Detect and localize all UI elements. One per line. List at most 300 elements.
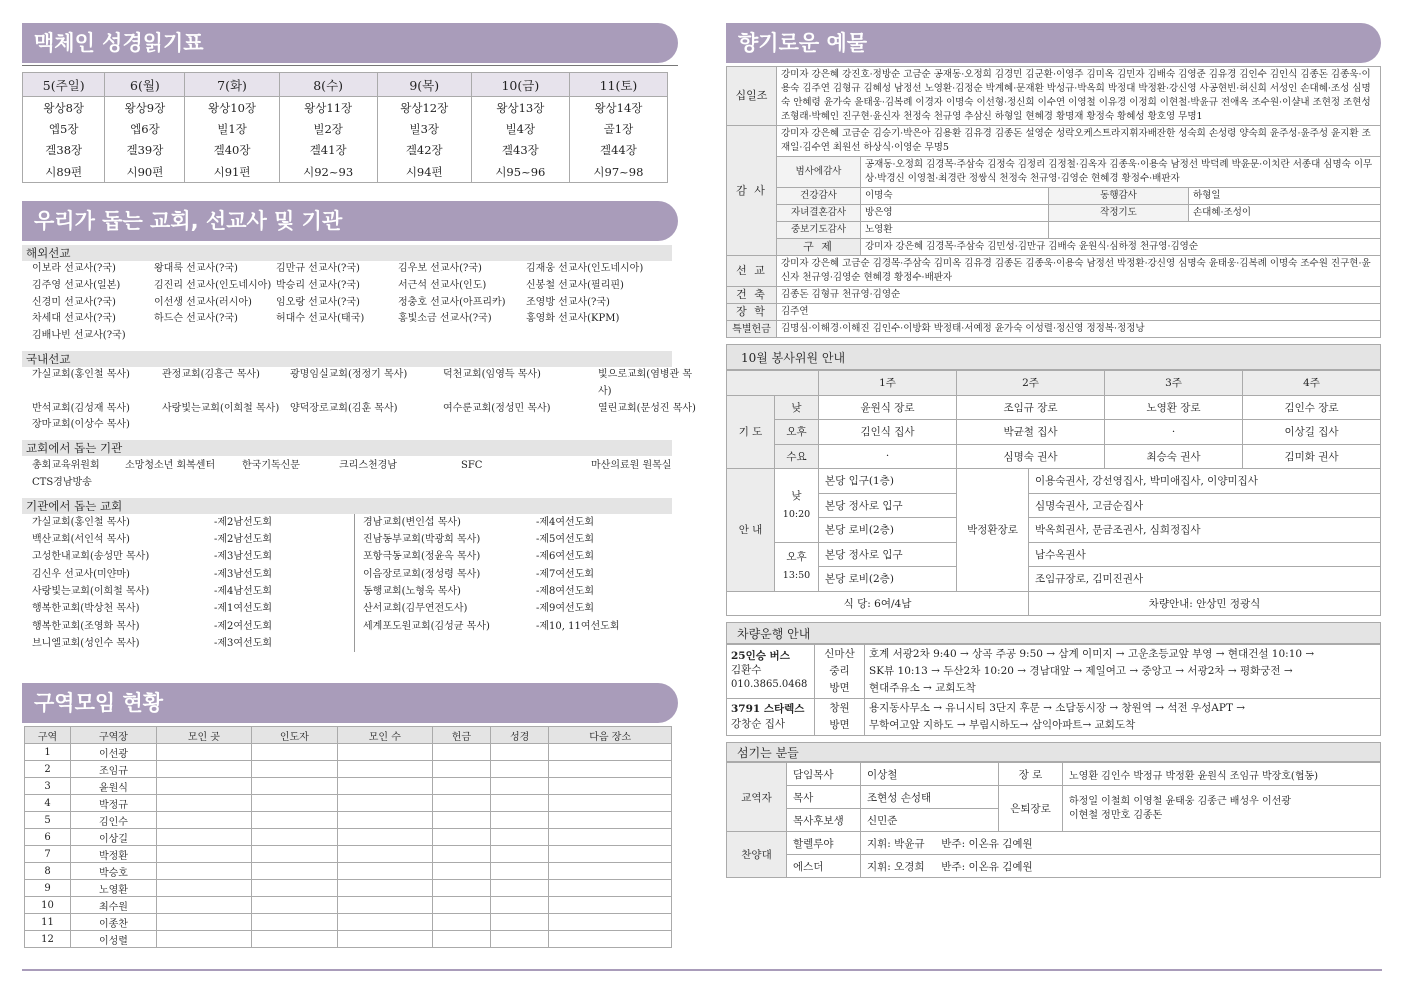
district-cell [337,914,432,931]
guide-people: 박옥희권사, 문금조권사, 심희정집사 [1029,518,1381,543]
bus2-driver: 강창순 집사 [731,718,786,730]
table-row [25,863,672,880]
table-row [25,914,672,931]
offering-names: 김종돈 김형규 천규영·김영순 [777,287,1381,304]
orgs-list [22,456,672,492]
domestic-list [22,367,696,434]
service-table [726,370,1381,616]
inst-group: -제1여선도회 [214,603,273,615]
district-header: 인도자 [251,727,337,744]
inst-church: 가실교회(홍인철 목사) [32,516,130,528]
table-row [25,897,672,914]
org-item: 마산의료원 원목실 [591,460,672,472]
server-names: 이상철 [861,763,999,786]
district-header: 모인 곳 [156,727,251,744]
orgs-heading: 교회에서 돕는 기관 [22,440,672,456]
district-cell [337,880,432,897]
prayer-person: · [1105,420,1243,445]
car-heading: 차량운행 안내 [726,622,1381,644]
reading-title: 맥체인 성경읽기표 [34,31,204,55]
church-item: 덕천교회(임영득 목사) [443,368,541,380]
inst-church: 경남교회(변인섭 목사) [363,516,461,528]
district-header: 구역 [25,727,71,744]
reading-cell: 왕상8장 [23,97,105,119]
left-column [22,0,696,947]
district-cell [432,897,490,914]
reading-row [23,97,668,119]
church-item: 양덕장로교회(김훈 목사) [290,402,398,414]
guide-people: 조임규장로, 김미진권사 [1029,567,1381,592]
offering-label: 건 축 [727,287,777,304]
district-cell [156,880,251,897]
district-number: 1 [25,744,71,761]
reading-cell: 왕상11장 [279,97,377,119]
offering-names: 강미자 강은혜 강진호·정방순 고금순 공재동·오정희 김경민 김군환·이영주 김미옥 김민자 김배숙 김영준 김유경 김인수 김인식 김종돈 김종욱·이용숙 김주연 김형규 김혜성 남정선 노영환·김정순 박계혜·문재환 박성규·박옥희 박정대 박정환·강신영 사공현빈·허신희 서성인 손대혜·조성 심명숙 안혜령 윤가숙 윤태웅·김복례 이경자 이명숙 이선형·정신희 이수연 이영철 이유경 이정희 이현철·박윤규 전애옥 조수원·이샬내 조현정 조현성 조형래·박혜인 진구현·윤신자 천정숙 천규영 추삼신 하형일 현혜경 황명재 황정숙 황혜성 황호영 무명1 [777,67,1381,126]
day-header: 5(주일) [23,73,105,97]
table-row [25,744,672,761]
offering-label: 특별헌금 [727,321,777,338]
missionary-item: 김우보 선교사(?국) [398,263,482,274]
missionary-item: 홍영화 선교사(KPM) [526,313,620,325]
reading-cell: 시89편 [23,161,105,183]
noon-time: 10:20 [782,508,811,520]
inst-group: -제2남선도회 [214,534,273,546]
missionary-item: 김재웅 선교사(인도네시아) [526,263,644,274]
district-cell [491,812,549,829]
reading-row [23,140,668,162]
guide-post: 본당 정사로 입구 [819,542,957,567]
missionary-item: 이보라 선교사(?국) [32,263,116,274]
sub-label: 범사에감사 [777,157,861,188]
district-leader: 이상길 [71,829,157,846]
district-cell [156,914,251,931]
church-item: 관정교회(김흥근 목사) [162,368,260,380]
prayer-person: 이상길 집사 [1243,420,1381,445]
district-header: 구역장 [71,727,157,744]
choir-staff: 지휘: 오경희 반주: 이온유 김예원 [861,855,1381,878]
prayer-person: 조임규 장로 [957,395,1105,420]
district-cell [432,778,490,795]
reading-cell: 겔44장 [569,140,667,162]
reading-cell: 왕상9장 [105,97,185,119]
prayer-person: 윤원식 장로 [819,395,957,420]
offering-names: 이명숙 [861,188,1049,205]
district-leader: 이선광 [71,744,157,761]
district-cell [251,812,337,829]
offering-names: 공재동·오정희 김경목·주삼숙 김정숙 김정리 김정철·김옥자 김종욱·이용숙 남정선 박덕례 박윤문·이치란 서종대 심명숙 이무상·박경신 이영철·최경란 정쌍식 천정숙 천규영·김영순 현혜경 황정수·배판자 [861,157,1381,188]
offering-names: 김명심·이해경·이해진 김인수·이방화 박정태·서예정 윤가숙 이성렬·정신영 정정복·정정낭 [777,321,1381,338]
bus2-area: 창원 [829,702,850,714]
inst-group: -제4여선도회 [536,516,595,528]
reading-banner [22,23,678,63]
bus1-driver: 김환수 [731,664,762,676]
district-number: 5 [25,812,71,829]
district-cell [432,795,490,812]
prayer-row [727,420,1381,445]
district-number: 4 [25,795,71,812]
offering-banner [726,23,1381,63]
missionary-item: 하드슨 선교사(?국) [154,313,238,325]
district-cell [337,829,432,846]
choir-name: 에스더 [787,855,861,878]
district-cell [337,795,432,812]
prayer-person: 최승숙 권사 [1105,444,1243,469]
guide-lead: 박정환장로 [957,469,1029,592]
reading-cell: 시97~98 [569,161,667,183]
district-header: 다음 장소 [549,727,672,744]
district-leader: 이성렬 [71,931,157,948]
support-banner [22,201,678,241]
reading-cell: 시91편 [185,161,279,183]
missionary-item: 조영방 선교사(?국) [526,296,610,308]
district-cell [251,829,337,846]
district-leader: 윤원식 [71,778,157,795]
service-heading: 10월 봉사위원 안내 [726,344,1381,370]
district-cell [337,863,432,880]
reading-cell: 겔40장 [185,140,279,162]
prayer-time: 오후 [775,420,819,445]
noon-label: 낮 [791,489,802,502]
prayer-label: 기 도 [727,395,775,469]
missionary-item: 신경미 선교사(?국) [32,296,116,308]
district-cell [156,931,251,948]
prayer-row [727,444,1381,469]
district-cell [432,744,490,761]
week-header: 3주 [1105,371,1243,396]
bus1-phone: 010.3865.0468 [731,679,808,690]
prayer-person: 심명숙 권사 [957,444,1105,469]
church-item: 광명임실교회(정정기 목사) [290,368,408,380]
district-number: 10 [25,897,71,914]
bus1-area: 중리 [829,665,850,677]
reading-cell: 겔39장 [105,140,185,162]
church-item: 반석교회(김성재 목사) [32,402,130,414]
inst-group: -제9여선도회 [536,603,595,615]
guide-label: 안 내 [727,469,775,592]
district-cell [432,863,490,880]
missionary-item: 신봉철 선교사(필리핀) [526,279,624,291]
sub-label: 자녀결혼감사 [777,205,861,222]
district-cell [251,778,337,795]
district-banner [22,683,678,723]
district-cell [251,914,337,931]
reading-cell: 겔43장 [471,140,569,162]
missionary-item: 김만규 선교사(?국) [276,263,360,274]
district-cell [491,761,549,778]
inst-church: 산서교회(김무연전도사) [363,603,468,615]
district-leader: 박승호 [71,863,157,880]
prayer-person: 노영환 장로 [1105,395,1243,420]
reading-cell: 왕상14장 [569,97,667,119]
district-cell [549,897,672,914]
reading-cell: 시90편 [105,161,185,183]
week-header: 2주 [957,371,1105,396]
server-role: 은퇴장로 [999,786,1063,832]
reading-cell: 빌2장 [279,118,377,140]
offering-names: 강미자 강은혜 고금순 김승기·박은아 김용환 김유경 김종돈 설영순 성락오케스트라지휘자배잔한 성숙희 손성령 양숙희 윤주성·윤주성 윤지환 조재일·김수연 최원선 하상식·이영순 무명5 [777,126,1381,157]
district-cell [432,829,490,846]
offering-label: 십일조 [727,67,777,126]
reading-cell: 겔42장 [377,140,471,162]
district-leader: 조임규 [71,761,157,778]
missionary-item: 홍빛소금 선교사(?국) [398,313,492,325]
district-cell [432,846,490,863]
offering-label: 선 교 [727,256,777,287]
district-cell [156,761,251,778]
table-row [25,829,672,846]
offering-names: 강미자 강은혜 김경목·주삼숙 김민성·김만규 김배숙 윤원식·심하정 천규영·김영순 [861,239,1381,256]
prayer-time: 낮 [775,395,819,420]
offering-title: 향기로운 예물 [738,31,868,55]
inst-list [22,514,672,652]
district-cell [251,863,337,880]
district-cell [251,795,337,812]
church-item: 여수룬교회(정성민 목사) [443,402,551,414]
prayer-person: 김인식 집사 [819,420,957,445]
bus2-area: 방면 [829,719,850,731]
offering-label: 감 사 [727,126,777,256]
missionary-item: 정충호 선교사(아프리카) [398,296,506,308]
guide-post: 본당 로비(2층) [819,567,957,592]
district-cell [156,778,251,795]
missionary-item: 왕대룩 선교사(?국) [154,263,238,274]
bus1-name: 25인승 버스 [731,650,790,662]
inst-heading: 기관에서 돕는 교회 [22,498,672,514]
car-table [726,644,1381,736]
bus1-area: 신마산 [824,648,855,660]
servers-table [726,762,1381,878]
table-row [25,880,672,897]
guide-people: 심명숙권사, 고금순집사 [1029,493,1381,518]
district-cell [491,880,549,897]
reading-cell: 시92~93 [279,161,377,183]
district-cell [432,931,490,948]
district-cell [251,931,337,948]
sub-label: 동행감사 [1049,188,1189,205]
reading-cell: 빌1장 [185,118,279,140]
server-role: 목사후보생 [787,809,861,832]
inst-group: -제8여선도회 [536,585,595,597]
inst-group: -제3여선도회 [214,637,273,649]
missionary-item: 임오랑 선교사(?국) [276,296,360,308]
district-cell [156,863,251,880]
district-leader: 박정환 [71,846,157,863]
offering-names: 방은영 [861,205,1049,222]
edu-label: 교역자 [727,763,787,832]
right-column [726,0,1381,878]
overseas-heading: 해외선교 [22,245,672,261]
parking-info: 차량안내: 안상민 정광식 [1029,591,1381,616]
district-number: 9 [25,880,71,897]
inst-church: 백산교회(서인석 목사) [32,534,130,546]
prayer-person: 김미화 권사 [1243,444,1381,469]
org-item: 한국기독신문 [242,460,300,472]
district-header: 성경 [491,727,549,744]
table-row [25,761,672,778]
district-cell [491,863,549,880]
reading-cell: 겔38장 [23,140,105,162]
district-cell [156,744,251,761]
guide-people: 남수옥권사 [1029,542,1381,567]
prayer-time: 수요 [775,444,819,469]
district-cell [549,846,672,863]
district-cell [337,897,432,914]
inst-church: 세계포도원교회(김성균 목사) [363,620,490,632]
inst-church: 이음장로교회(정성령 목사) [363,568,481,580]
guide-post: 본당 정사로 입구 [819,493,957,518]
missionary-item: 차세대 선교사(?국) [32,313,116,325]
offering-names: 김주연 [777,304,1381,321]
support-section [22,245,696,652]
server-names: 이현철 정만호 김종돈 [1069,809,1163,821]
church-item: 빛으로교회(염병관 목사) [598,368,693,397]
district-cell [337,812,432,829]
district-cell [251,744,337,761]
missionary-item: 이선생 선교사(러시아) [154,296,252,308]
day-header: 10(금) [471,73,569,97]
org-item: 크리스천경남 [339,460,397,472]
table-row [25,795,672,812]
district-cell [156,795,251,812]
inst-church: 진남동부교회(박광희 목사) [363,534,481,546]
server-role: 담임목사 [787,763,861,786]
district-leader: 최수원 [71,897,157,914]
missionary-item: 박승리 선교사(?국) [276,279,360,291]
reading-row [23,118,668,140]
sub-label: 중보기도감사 [777,222,861,239]
district-header: 헌금 [432,727,490,744]
prayer-person: 박균철 집사 [957,420,1105,445]
inst-church: 고성한내교회(송성만 목사) [32,551,150,563]
district-cell [432,812,490,829]
reading-cell: 왕상10장 [185,97,279,119]
prayer-person: 김인수 장로 [1243,395,1381,420]
offering-names: 하형일 [1189,188,1381,205]
inst-church: 행복한교회(조영화 목사) [32,620,140,632]
district-number: 2 [25,761,71,778]
district-cell [549,795,672,812]
pm-time: 13:50 [782,570,811,581]
district-cell [549,778,672,795]
district-leader: 박정규 [71,795,157,812]
district-number: 8 [25,863,71,880]
district-cell [337,761,432,778]
district-header: 모인 수 [337,727,432,744]
district-leader: 김인수 [71,812,157,829]
day-header: 8(수) [279,73,377,97]
district-number: 3 [25,778,71,795]
guide-post: 본당 입구(1층) [819,469,957,494]
week-header: 4주 [1243,371,1381,396]
footer-rule [22,969,1382,971]
district-cell [432,761,490,778]
table-row [25,846,672,863]
district-cell [156,812,251,829]
servers-heading: 섬기는 분들 [726,742,1381,762]
inst-group: -제5여선도회 [536,534,595,546]
district-cell [549,829,672,846]
district-cell [251,897,337,914]
server-names: 신민준 [861,809,999,832]
church-item: 열린교회(문성진 목사) [598,402,696,414]
day-header: 11(토) [569,73,667,97]
server-names: 노영환 김인수 박정규 박정환 윤원식 조임규 박장호(협동) [1063,763,1381,786]
server-names: 하정일 이철희 이영철 윤태웅 김종근 배성우 이선광 [1069,795,1291,807]
district-cell [251,761,337,778]
missionary-item: 김주영 선교사(일본) [32,279,121,291]
table-row [25,778,672,795]
district-cell [337,744,432,761]
inst-group: -제3남선도회 [214,551,273,563]
district-cell [549,744,672,761]
missionary-item: 허대수 선교사(태국) [276,313,365,325]
inst-church: 포항극동교회(정윤옥 목사) [363,551,481,563]
org-item: CTS경남방송 [32,476,92,488]
district-cell [491,931,549,948]
reading-cell: 골1장 [569,118,667,140]
reading-cell: 겔41장 [279,140,377,162]
missionary-item: 서근석 선교사(인도) [398,279,487,291]
prayer-person: · [819,444,957,469]
choir-label: 찬양대 [727,832,787,878]
reading-cell: 시95~96 [471,161,569,183]
inst-group: -제7여선도회 [536,568,595,580]
reading-table [22,72,668,183]
inst-church: 브니엘교회(성인수 목사) [32,637,140,649]
district-cell [337,778,432,795]
bus1-route: 호계 서광2차 9:40 → 상곡 주공 9:50 → 삼계 이미지 → 고운초등교앞 부영 → 현대건설 10:10 → SK뷰 10:13 → 두산2차 10:20 → 경남대앞 → 제일여고 → 중앙고 → 서광2차 → 평화궁전 → 현대주유소 → 교회도착 [865,645,1381,699]
inst-group: -제2남선도회 [214,516,273,528]
server-role: 장 로 [999,763,1063,786]
district-cell [491,829,549,846]
table-row [25,931,672,948]
inst-group: -제6여선도회 [536,551,595,563]
offering-table [726,66,1381,338]
reading-cell: 빌4장 [471,118,569,140]
offering-label: 장 학 [727,304,777,321]
offering-label: 구 제 [777,239,861,256]
district-cell [491,914,549,931]
reading-cell: 왕상12장 [377,97,471,119]
district-cell [156,897,251,914]
district-cell [337,846,432,863]
district-number: 7 [25,846,71,863]
table-row [25,812,672,829]
reading-cell: 엡6장 [105,118,185,140]
overseas-list [22,261,672,345]
sub-label: 작정기도 [1049,205,1189,222]
district-table [24,726,672,948]
district-leader: 노영환 [71,880,157,897]
inst-church: 동행교회(노형욱 목사) [363,585,461,597]
district-number: 11 [25,914,71,931]
district-cell [432,914,490,931]
guide-post: 본당 로비(2층) [819,518,957,543]
district-cell [156,846,251,863]
district-cell [491,778,549,795]
inst-group: -제4남선도회 [214,585,273,597]
org-item: 총회교육위원회 [32,460,100,472]
day-header: 9(목) [377,73,471,97]
district-cell [549,931,672,948]
day-header: 6(월) [105,73,185,97]
org-item: SFC [461,460,483,472]
district-cell [549,880,672,897]
bus1-area: 방면 [829,682,850,694]
district-cell [491,846,549,863]
support-title: 우리가 돕는 교회, 선교사 및 기관 [34,209,343,233]
district-cell [491,897,549,914]
